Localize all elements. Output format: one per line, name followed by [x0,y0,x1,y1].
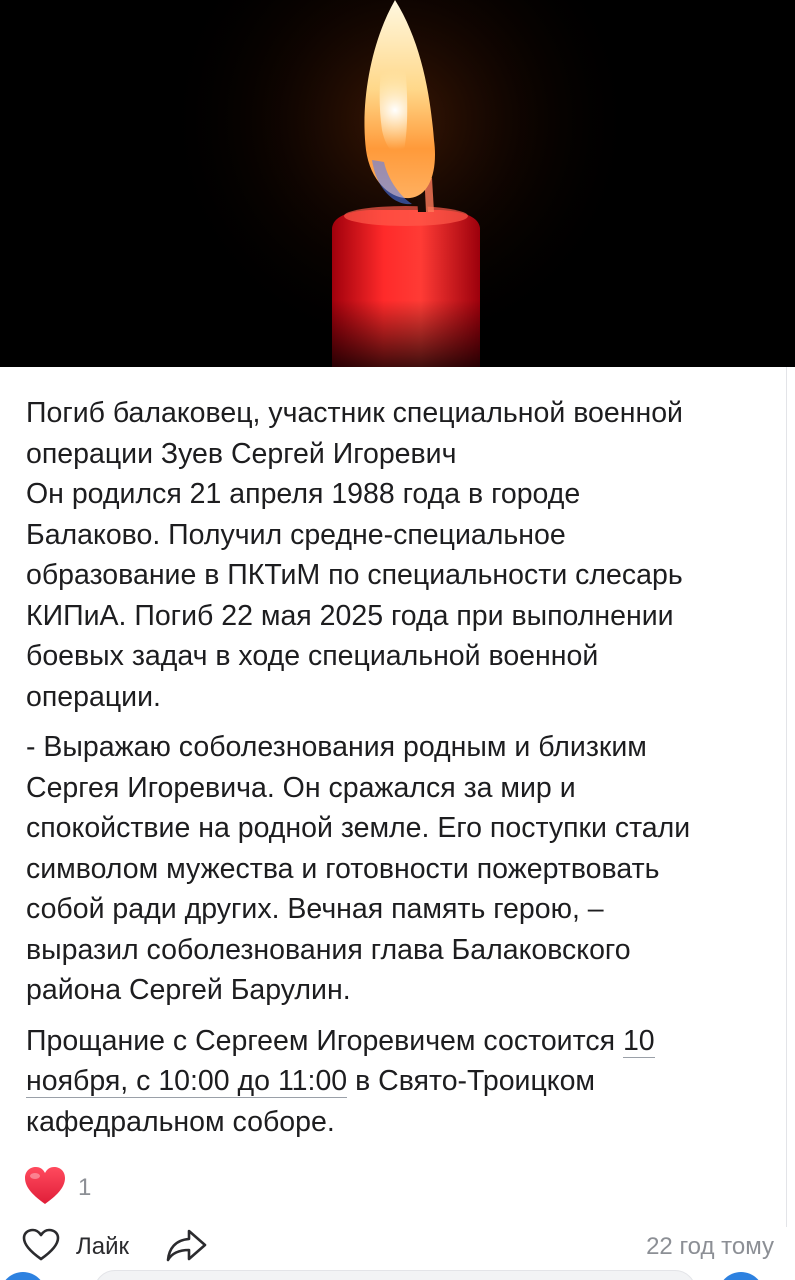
text-line: спокойствие на родной земле. Его поступки стали [26,812,691,844]
comment-input[interactable] [94,1270,696,1280]
heart-icon [24,1166,66,1211]
text-line: выразил соболезнования глава Балаковского [26,933,631,966]
text-line: операции Зуев Сергей Игоревич [26,437,457,470]
text-line: собой ради других. Вечная память герою, – [26,893,604,925]
text-segment: в Свято-Троицком [347,1065,596,1097]
text-line [26,1061,776,1102]
text-line: КИПиА. Погиб 22 мая 2025 года при выполнении [26,599,674,632]
reaction-count: 1 [78,1174,92,1201]
text-line: Он родился 21 апреля 1988 года в городе [26,478,581,510]
post-image[interactable] [0,0,795,367]
comment-bar [0,1268,795,1280]
reactions-summary[interactable] [24,1166,91,1210]
text-line: символом мужества и готовности пожертвовать [26,852,660,885]
post-text [26,393,776,1152]
post-timestamp: 22 год тому [646,1233,774,1260]
post-actions-bar [22,1222,774,1272]
text-line: кафедральном соборе. [26,1105,335,1138]
text-line: Сергея Игоревича. Он сражался за мир и [26,771,576,804]
candle-image [0,0,795,367]
text-segment: Прощание с Сергеем Игоревичем состоится [26,1024,623,1057]
heart-outline-icon [22,1228,60,1267]
text-line: боевых задач в ходе специальной военной [26,640,599,672]
date-link-part-1[interactable]: 10 [622,1024,655,1057]
text-line: Балаково. Получил средне-специальное [26,518,566,551]
like-button[interactable] [22,1224,129,1270]
post-paragraph-2 [26,727,776,1011]
text-line: Погиб балаковец, участник специальной военной [26,397,683,429]
text-line: операции. [26,680,161,713]
share-icon [165,1227,209,1268]
like-label: Лайк [76,1233,130,1260]
post-paragraph-3 [26,1021,776,1143]
avatar[interactable] [0,1272,46,1280]
text-line: образование в ПКТиМ по специальности слесарь [26,559,683,591]
text-line: района Сергей Барулин. [26,974,351,1006]
send-button[interactable] [718,1272,764,1280]
share-button[interactable] [165,1227,209,1268]
text-line: - Выражаю соболезнования родным и близким [26,731,647,763]
post-card-border [786,367,787,1227]
text-line [26,1021,776,1062]
date-link-part-2[interactable]: ноября, с 10:00 до 11:00 [26,1065,348,1097]
post-paragraph-1 [26,393,776,717]
